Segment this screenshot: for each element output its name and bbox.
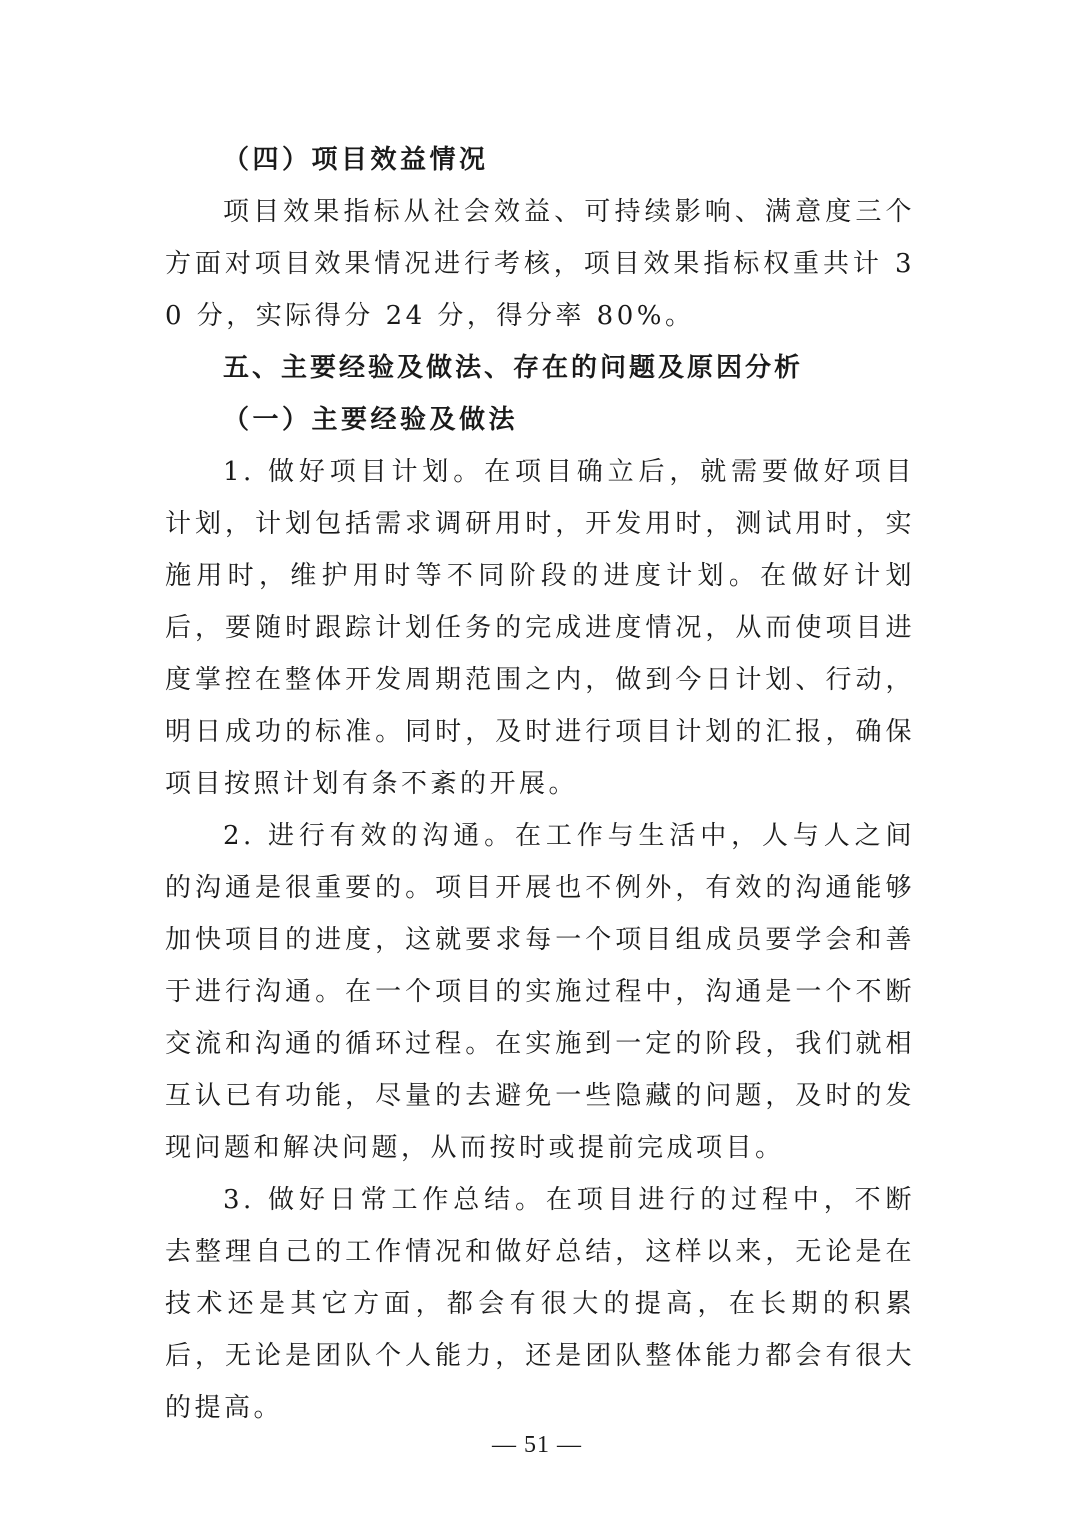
subsection-heading-experience: （一）主要经验及做法 [223,405,519,435]
paragraph-item-3: 3. 做好日常工作总结。在项目进行的过程中，不断去整理自己的工作情况和做好总结，这样以来，无论是在技术还是其它方面，都会有很大的提高，在长期的积累后，无论是团队个人能力，还是团队整体能力都会有很大的提高。 [165,1185,915,1423]
body-text [165,134,915,1434]
paragraph-item-2: 2. 进行有效的沟通。在工作与生活中，人与人之间的沟通是很重要的。项目开展也不例外，有效的沟通能够加快项目的进度，这就要求每一个项目组成员要学会和善于进行沟通。在一个项目的实施过程中，沟通是一个不断交流和沟通的循环过程。在实施到一定的阶段，我们就相互认已有功能，尽量的去避免一些隐藏的问题，及时的发现问题和解决问题，从而按时或提前完成项目。 [165,821,915,1163]
paragraph-item-1: 1. 做好项目计划。在项目确立后，就需要做好项目计划，计划包括需求调研用时，开发用时，测试用时，实施用时，维护用时等不同阶段的进度计划。在做好计划后，要随时跟踪计划任务的完成进度情况，从而使项目进度掌控在整体开发周期范围之内，做到今日计划、行动，明日成功的标准。同时，及时进行项目计划的汇报，确保项目按照计划有条不紊的开展。 [165,457,915,799]
chapter-heading-experience: 五、主要经验及做法、存在的问题及原因分析 [223,353,804,383]
page-number: — 51 — [492,1432,582,1458]
paragraph-benefits: 项目效果指标从社会效益、可持续影响、满意度三个方面对项目效果情况进行考核，项目效果指标权重共计 30 分，实际得分 24 分，得分率 80%。 [165,197,915,331]
section-heading-benefits: （四）项目效益情况 [223,145,489,175]
